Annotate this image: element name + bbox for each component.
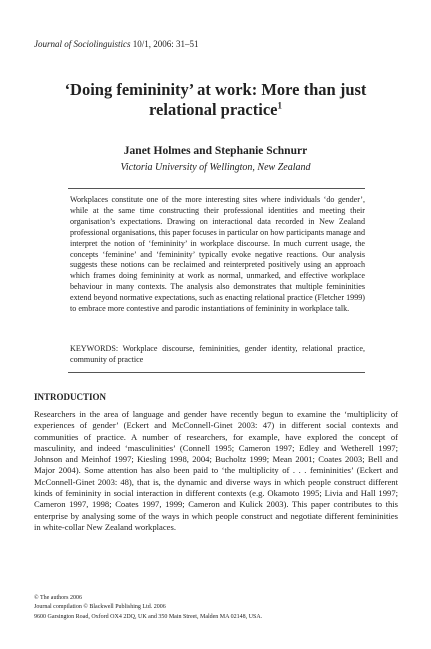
paper-title-text: ‘Doing femininity’ at work: More than just relational practice (64, 80, 367, 119)
journal-citation: 10/1, 2006: 31–51 (132, 39, 199, 49)
journal-name: Journal of Sociolinguistics (34, 39, 131, 49)
section-heading-introduction: INTRODUCTION (34, 392, 107, 402)
author-affiliation: Victoria University of Wellington, New Zealand (120, 162, 311, 173)
introduction-paragraph: Researchers in the area of language and gender have recently begun to examine the ‘multiplicity of experiences of gender’ (Eckert and McConnell-Ginet 2003: 47) in different social contexts and communities of practice. A number of researchers, for example, have explored the concept of masculinity, and indeed ‘masculinities’ (Connell 1995; Cameron 1997; Edley and Wetherell 1997; Johnson and Meinhof 1997; Kiesling 1998, 2004; Bucholtz 1999; Mean 2001; Coates 2003; Bell and Major 2004). Some attention has also been paid to ‘the multiplicity of . . . femininities’ (Eckert and McConnell-Ginet 2003: 48), that is, the dynamic and diverse ways in which people construct different kinds of femininity in social interaction in different contexts (e.g. Okamoto 1995; Livia and Hall 1997; Cameron 1997, 1998; Coates 1997, 1999; Cameron and Kulick 2003). This paper contributes to this enterprise by analysing some of the ways in which people construct and negotiate different femininities in white-collar New Zealand workplaces. (34, 409, 398, 532)
paper-authors: Janet Holmes and Stephanie Schnurr (123, 145, 308, 157)
abstract: Workplaces constitute one of the more interesting sites where individuals ‘do gender’, while at the same time constructing their professional identities and meeting their organisation’s expectations. Drawing on interactional data recorded in New Zealand professional organisations, this paper focuses in particular on how participants manage and interpret the notion of ‘femininity’ in workplace discourse. In much current usage, the concepts ‘feminine’ and ‘femininity’ typically evoke negative reactions. Our analysis suggests these notions can be reclaimed and reinterpreted positively using an approach which frames doing femininity at work as normal, unmarked, and effective workplace behaviour in many contexts. The analysis also demonstrates that multiple femininities extend beyond normative expectations, such as enacting relational practice (Fletcher 1999) to embrace more contestive and parodic instantiations of femininity in workplace talk. (70, 195, 365, 314)
journal-header (34, 39, 199, 49)
title-footnote-mark: 1 (277, 100, 282, 111)
abstract-top-rule (68, 188, 365, 189)
footer-copyright: © The authors 2006 (34, 595, 82, 601)
footer-compilation: Journal compilation © Blackwell Publishing Ltd. 2006 (34, 604, 166, 611)
abstract-bottom-rule (68, 372, 365, 373)
page-footer (34, 594, 398, 622)
keywords: KEYWORDS: Workplace discourse, femininities, gender identity, relational practice, community of practice (70, 344, 365, 364)
paper-title (40, 80, 391, 120)
footer-address: 9600 Garsington Road, Oxford OX4 2DQ, UK and 350 Main Street, Malden MA 02148, USA. (34, 613, 263, 620)
